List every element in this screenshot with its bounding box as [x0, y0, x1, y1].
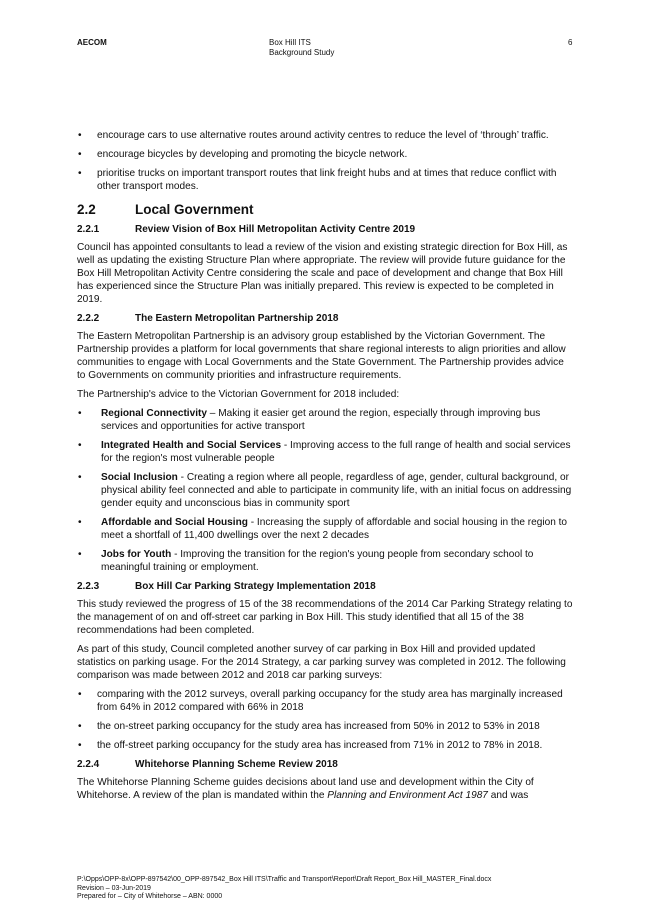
paragraph: The Eastern Metropolitan Partnership is an advisory group established by the Victorian Government. The Partnership provides a platform for local governments that share regional interests to align priorities and allow communities to engage with Local Governments and the State Government. The Partnership provides advice to Governments on community priorities and infrastructure requirements. [77, 331, 566, 381]
bullet-icon: • [78, 168, 82, 179]
bullet-icon: • [78, 149, 82, 160]
header-title-line2: Background Study [269, 48, 335, 57]
list-item: • encourage bicycles by developing and promoting the bicycle network. [78, 149, 408, 160]
header-company: AECOM [77, 38, 107, 47]
bullet-icon: • [78, 517, 82, 528]
list-item: • comparing with the 2012 surveys, overall parking occupancy for the study area has marginally increased from 64% in 2012 compared with 66% in 2018 [78, 689, 563, 713]
footer-revision: Revision – 03-Jun-2019 [77, 884, 151, 892]
subsection-heading-2-2-3: 2.2.3 Box Hill Car Parking Strategy Implementation 2018 [77, 581, 376, 592]
paragraph: The Whitehorse Planning Scheme guides decisions about land use and development within the City of Whitehorse. A review of the plan is mandated within the Planning and Environment Act 1987 and was [77, 777, 534, 801]
parking-comparison-list [77, 688, 575, 752]
bullet-icon: • [78, 689, 82, 700]
list-item: • prioritise trucks on important transport routes that link freight hubs and at times that reduce conflict with other transport modes. [78, 168, 557, 192]
intro-bullet-list [77, 129, 575, 193]
bullet-icon: • [78, 130, 82, 141]
partnership-advice-list [77, 407, 575, 574]
list-item: • the on-street parking occupancy for the study area has increased from 50% in 2012 to 53% in 2018 [78, 721, 540, 732]
paragraph: This study reviewed the progress of 15 of the 38 recommendations of the 2014 Car Parking Strategy relating to the management of on and off-street car parking in Box Hill. This study identified that all 15 of the 38 recommendations had been completed. [77, 599, 573, 636]
list-item: • Social Inclusion - Creating a region where all people, regardless of age, gender, cultural background, or physical ability feel connected and able to participate in community life, with an initial focus on addressing gender equity and unconscious bias in community sport [78, 472, 572, 509]
list-item: • Integrated Health and Social Services - Improving access to the full range of health and social services for the region's most vulnerable people [78, 440, 571, 464]
footer-prepared-for: Prepared for – City of Whitehorse – ABN: 0000 [77, 893, 223, 900]
list-item: • Regional Connectivity – Making it easier get around the region, especially through improving bus services and opportunities for active transport [78, 408, 541, 432]
bullet-icon: • [78, 721, 82, 732]
paragraph: As part of this study, Council completed another survey of car parking in Box Hill and provided updated statistics on parking usage. For the 2014 Strategy, a car parking survey was completed in 2012. The following comparison was made between 2012 and 2018 car parking surveys: [77, 644, 566, 681]
section-heading: 2.2 Local Government [77, 202, 254, 217]
header-title-line1: Box Hill ITS [269, 38, 311, 47]
footer-file-path: P:\Opps\OPP-8x\OPP-897542\00_OPP-897542_Box Hill ITS\Traffic and Transport\Report\Draft Report_Box Hill_MASTER_Final.docx [77, 876, 492, 883]
paragraph: The Partnership's advice to the Victorian Government for 2018 included: [77, 389, 400, 400]
page-body [77, 129, 575, 808]
list-item: • encourage cars to use alternative routes around activity centres to reduce the level of ‘through’ traffic. [78, 130, 549, 141]
subsection-heading-2-2-1: 2.2.1 Review Vision of Box Hill Metropolitan Activity Centre 2019 [77, 224, 416, 235]
bullet-icon: • [78, 472, 82, 483]
list-item: • Affordable and Social Housing - Increasing the supply of affordable and social housing in the region to meet a shortfall of 11,400 dwellings over the next 2 decades [78, 517, 568, 541]
list-item: • Jobs for Youth - Improving the transition for the region's young people from secondary school to meaningful training or employment. [78, 549, 534, 573]
bullet-icon: • [78, 440, 82, 451]
header-document-title [269, 38, 334, 58]
subsection-heading-2-2-4: 2.2.4 Whitehorse Planning Scheme Review 2018 [77, 759, 338, 770]
subsection-heading-2-2-2: 2.2.2 The Eastern Metropolitan Partnership 2018 [77, 313, 339, 324]
paragraph: Council has appointed consultants to lead a review of the vision and existing strategic direction for Box Hill, as well as updating the existing Structure Plan where appropriate. The review will provide future guidance for the Box Hill Metropolitan Activity Centre considering the scale and pace of development and change that Box Hill has experienced since the Structure Plan was initially prepared. This review is expected to be completed in 2019. [77, 242, 568, 305]
bullet-icon: • [78, 740, 82, 751]
page-footer [77, 876, 491, 902]
page-number: 6 [568, 38, 573, 47]
bullet-icon: • [78, 408, 82, 419]
bullet-icon: • [78, 549, 82, 560]
list-item: • the off-street parking occupancy for the study area has increased from 71% in 2012 to 78% in 2018. [78, 740, 543, 751]
